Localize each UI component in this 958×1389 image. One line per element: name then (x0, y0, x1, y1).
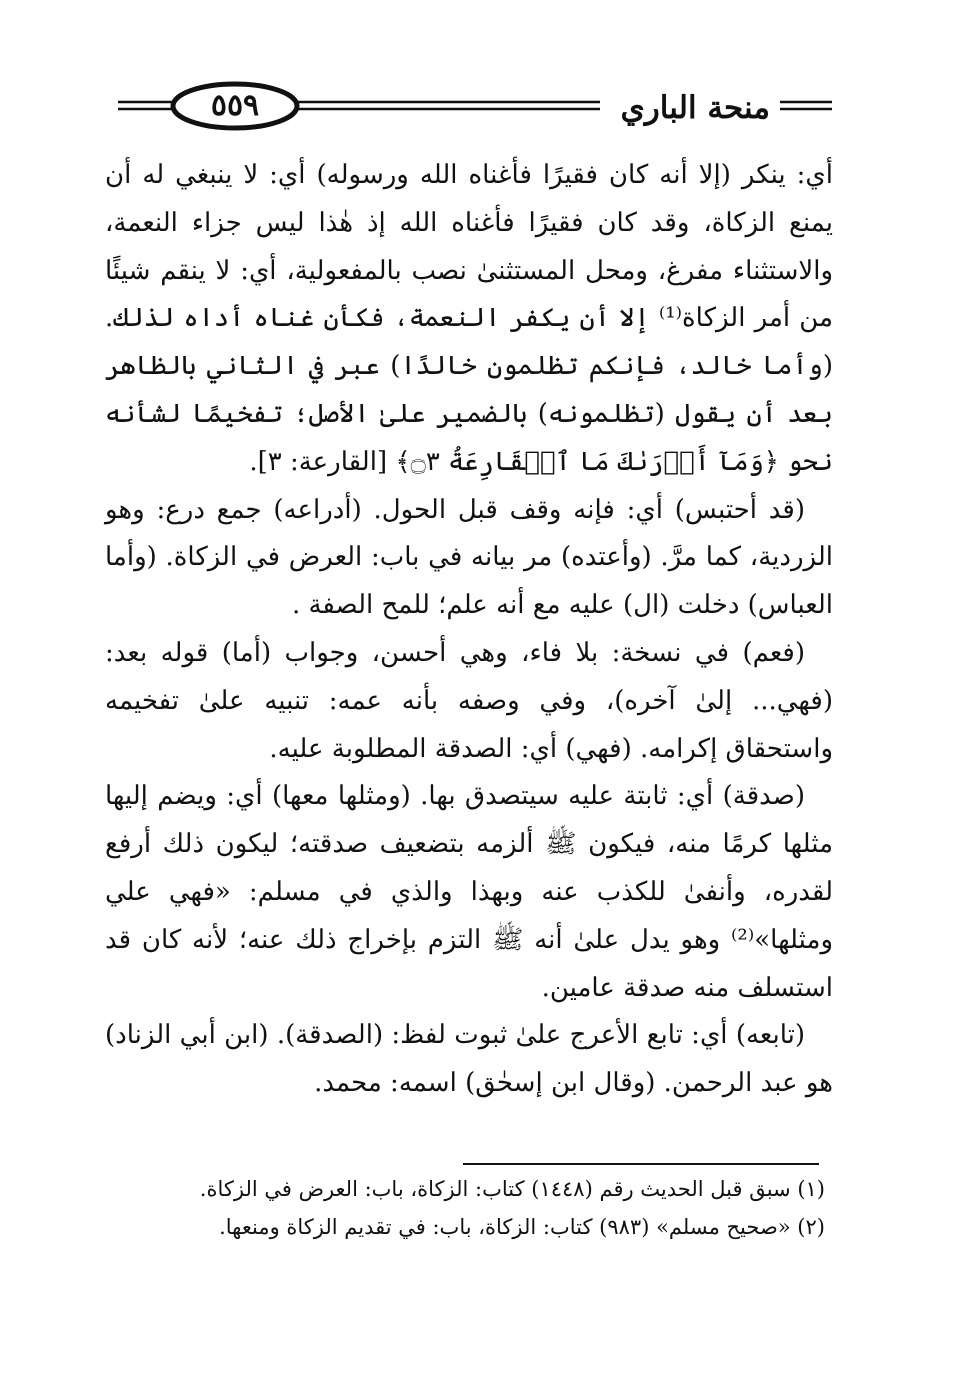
paragraph-4: (صدقة) أي: ثابتة عليه سيتصدق بها. (ومثلها معها) أي: ويضم إليها مثلها كرمًا منه، فيكون ﷺ ألزمه بتضعيف صدقته؛ ليكون ذلك أرفع لقدره، وأنفىٰ للكذب عنه وبهذا والذي في مسلم: «فهي علي ومثلها»⁽²⁾ وهو يدل علىٰ أنه ﷺ التزم بإخراج ذلك عنه؛ لأنه كان قد استسلف منه صدقة عامين. (105, 781, 833, 1003)
footnote-1: (١) سبق قبل الحديث رقم (١٤٤٨) كتاب: الزكاة، باب: العرض في الزكاة. (199, 1177, 825, 1201)
running-header (100, 80, 840, 136)
paragraph-2: (قد أحتبس) أي: فإنه وقف قبل الحول. (أدراعه) جمع درع: وهو الزردية، كما مرَّ. (وأعتده) مر بيانه في باب: العرض في الزكاة. (وأما العباس) دخلت (ال) عليه مع أنه علم؛ للمح الصفة . (105, 494, 833, 621)
page-number: ٥٥٩ (210, 88, 260, 123)
main-text (105, 152, 833, 1108)
paragraph-5: (تابعه) أي: تابع الأعرج علىٰ ثبوت لفظ: (الصدقة). (ابن أبي الزناد) هو عبد الرحمن. (وقال ابن إسحٰق) اسمه: محمد. (105, 1020, 833, 1099)
book-title: منحة الباري (620, 90, 770, 126)
paragraph-1: أي: ينكر (إلا أنه كان فقيرًا فأغناه الله ورسوله) أي: لا ينبغي له أن يمنع الزكاة، وقد كان فقيرًا فأغناه الله إذ هٰذا ليس جزاء النعمة، والاستثناء مفرغ، ومحل المستثنىٰ نصب بالمفعولية، أي: لا ينقم شيئًا من أمر الزكاة⁽¹⁾ إلا أن يكفر النعمة، فكأن غناه أداه لذلك. (وأما خالد، فإنكم تظلمون خالدًا) عبر في الثاني بالظاهر بعد أن يقول (تظلمونه) بالضمير علىٰ الأصل؛ تفخيمًا لشأنه نحو ﴿وَمَآ أَدۡرَىٰكَ مَا ٱلۡقَارِعَةُ ۝٣﴾ [القارعة: ٣]. (105, 160, 833, 477)
paragraph-3: (فعم) في نسخة: بلا فاء، وهي أحسن، وجواب (أما) قوله بعد: (فهي... إلىٰ آخره)، وفي وصفه بأنه عمه: تنبيه علىٰ تفخيمه واستحقاق إكرامه. (فهي) أي: الصدقة المطلوبة عليه. (105, 637, 833, 764)
footnote-separator (463, 1163, 819, 1165)
footnotes (105, 1170, 825, 1246)
footnote-2: (٢) «صحيح مسلم» (٩٨٣) كتاب: الزكاة، باب: في تقديم الزكاة ومنعها. (219, 1215, 825, 1239)
